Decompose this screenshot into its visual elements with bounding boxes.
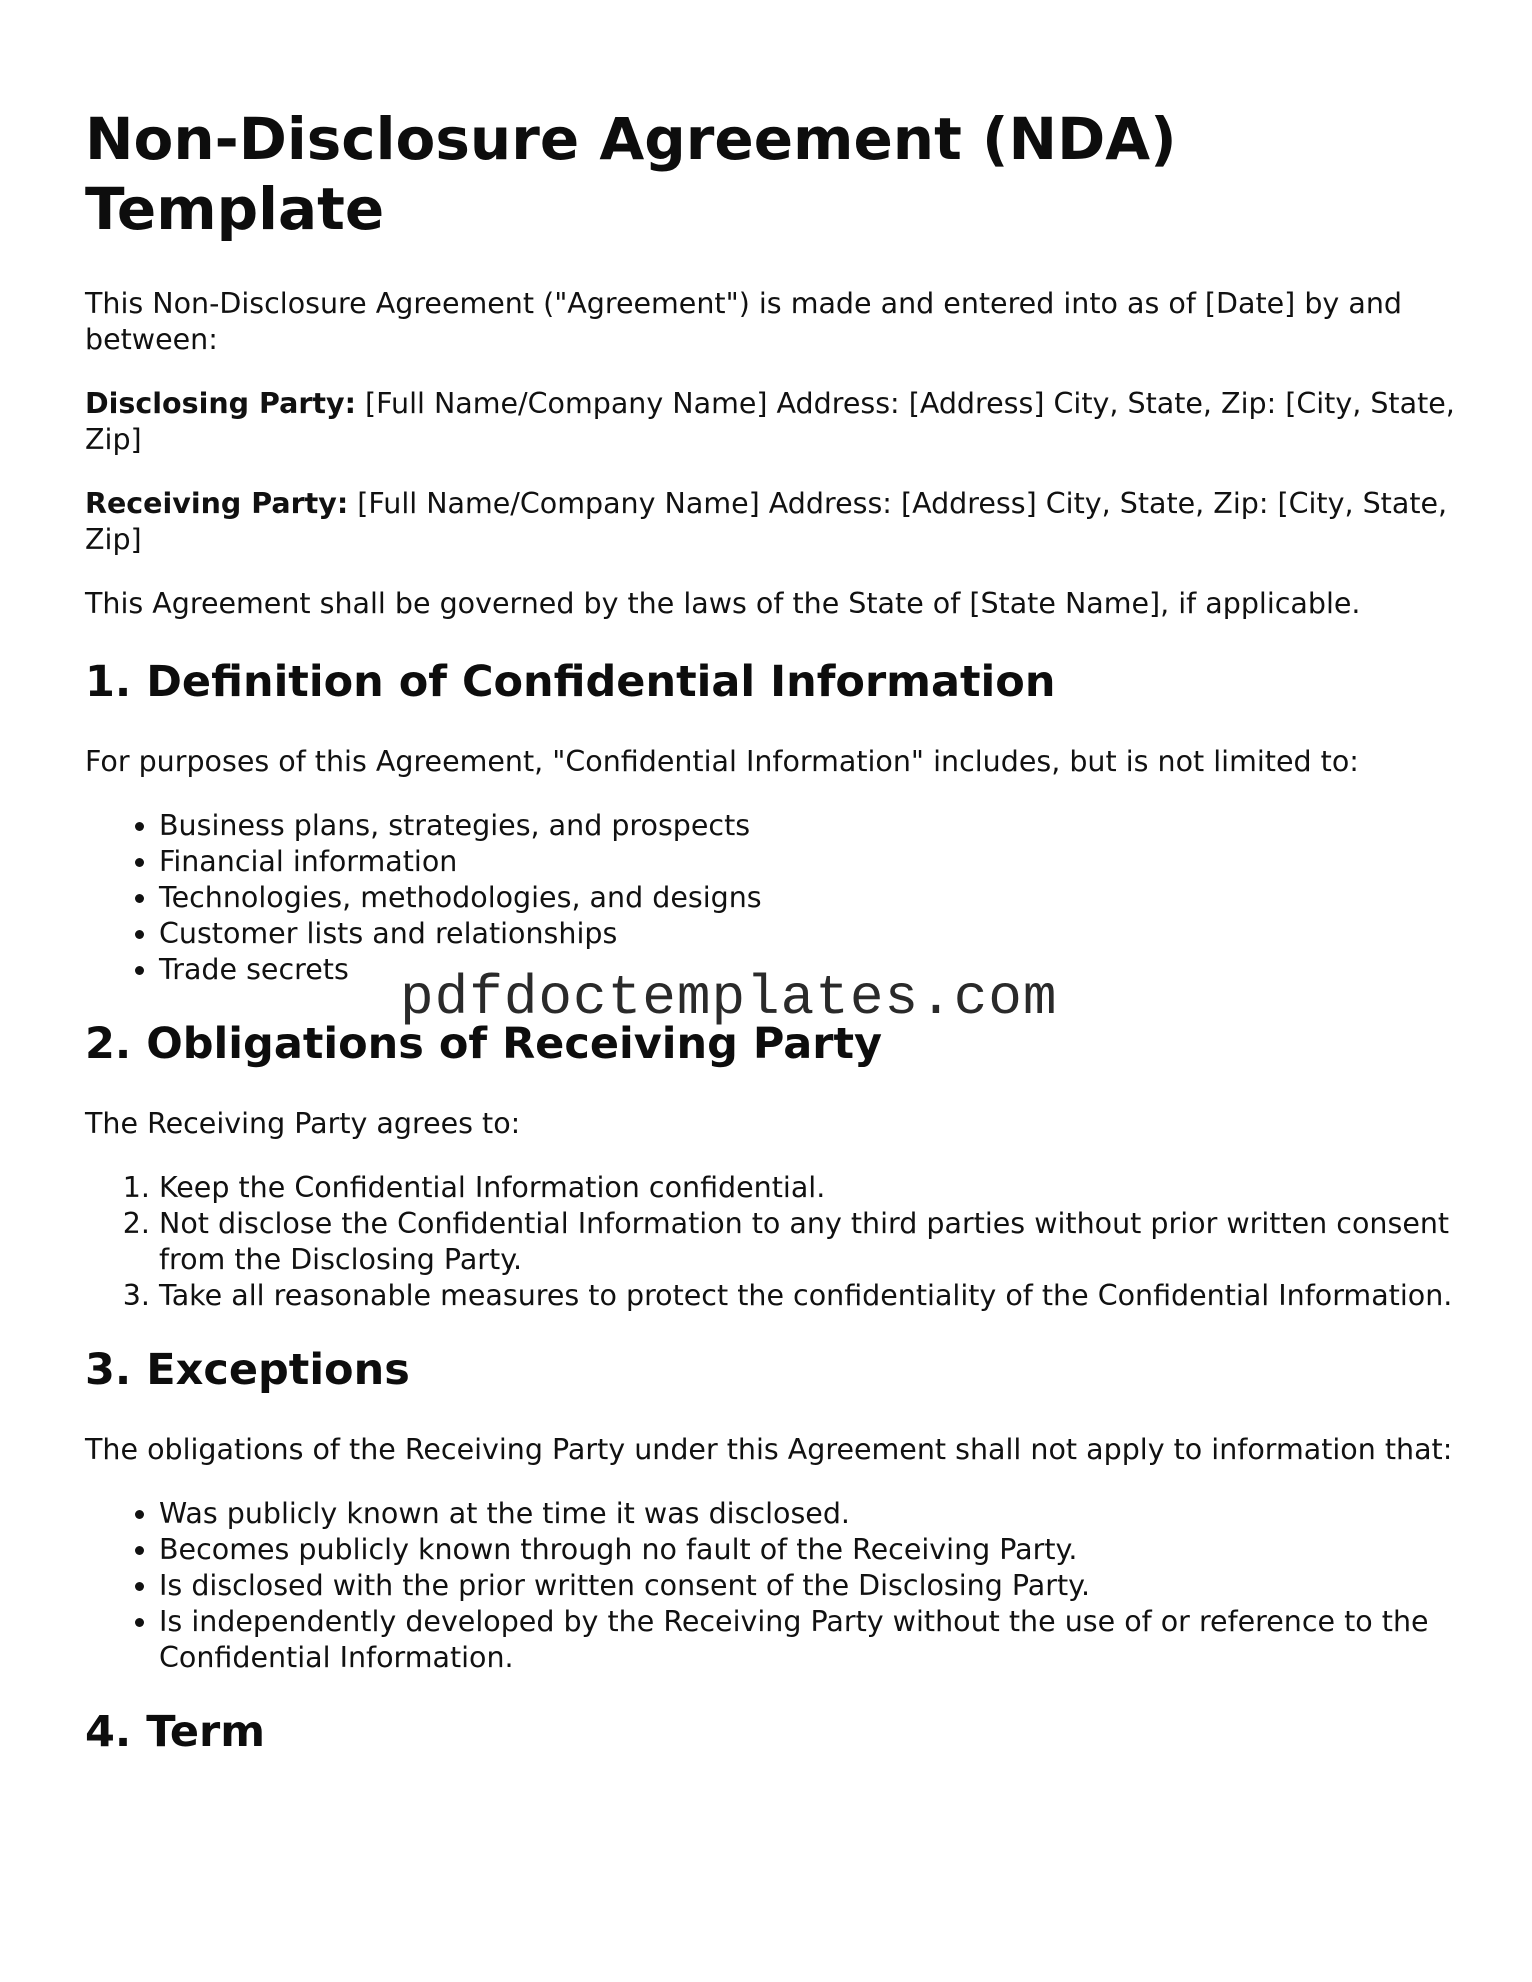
list-item: • Technologies, methodologies, and designs	[159, 880, 1465, 916]
section-lead-exceptions: The obligations of the Receiving Party under this Agreement shall not apply to information that:	[85, 1433, 1453, 1466]
section-lead-obligations: The Receiving Party agrees to:	[85, 1107, 521, 1140]
disclosing-party-label: Disclosing Party:	[85, 387, 356, 420]
receiving-party-details: [Full Name/Company Name] Address: [Address] City, State, Zip: [City, State, Zip]	[85, 487, 1448, 556]
exceptions-list	[85, 1496, 1465, 1676]
obligations-list	[85, 1170, 1465, 1314]
section-heading-obligations: 2. Obligations of Receiving Party	[85, 1019, 883, 1069]
list-item: 3. Take all reasonable measures to protect the confidentiality of the Confidential Information.	[159, 1278, 1465, 1314]
confidential-info-list	[85, 808, 1465, 988]
list-item: • Business plans, strategies, and prospects	[159, 808, 1465, 844]
section-heading-term: 4. Term	[85, 1707, 266, 1757]
receiving-party-paragraph	[85, 486, 1465, 558]
list-item: • Trade secrets	[159, 952, 1465, 988]
section-heading-exceptions: 3. Exceptions	[85, 1345, 410, 1395]
disclosing-party-paragraph	[85, 386, 1465, 458]
disclosing-party-details: [Full Name/Company Name] Address: [Address] City, State, Zip: [City, State, Zip]	[85, 387, 1455, 456]
list-item: 2. Not disclose the Confidential Information to any third parties without prior written consent from the Disclosing Party.	[159, 1206, 1465, 1278]
receiving-party-label: Receiving Party:	[85, 487, 349, 520]
governing-law-paragraph: This Agreement shall be governed by the laws of the State of [State Name], if applicable.	[85, 587, 1361, 620]
section-heading-definition: 1. Definition of Confidential Information	[85, 657, 1056, 707]
list-item: • Becomes publicly known through no fault of the Receiving Party.	[159, 1532, 1465, 1568]
section-lead-definition: For purposes of this Agreement, "Confidential Information" includes, but is not limited to:	[85, 745, 1359, 778]
list-item: 1. Keep the Confidential Information confidential.	[159, 1170, 1465, 1206]
list-item: • Is disclosed with the prior written consent of the Disclosing Party.	[159, 1568, 1465, 1604]
document-page	[85, 104, 1465, 1794]
document-title: Non-Disclosure Agreement (NDA) Template	[85, 105, 1177, 243]
intro-paragraph: This Non-Disclosure Agreement ("Agreement") is made and entered into as of [Date] by and between:	[85, 287, 1402, 356]
watermark-text: pdfdoctemplates.com	[400, 966, 1058, 1030]
list-item: • Financial information	[159, 844, 1465, 880]
list-item: • Was publicly known at the time it was disclosed.	[159, 1496, 1465, 1532]
list-item: • Customer lists and relationships	[159, 916, 1465, 952]
list-item: • Is independently developed by the Receiving Party without the use of or reference to the Confidential Information.	[159, 1604, 1465, 1676]
